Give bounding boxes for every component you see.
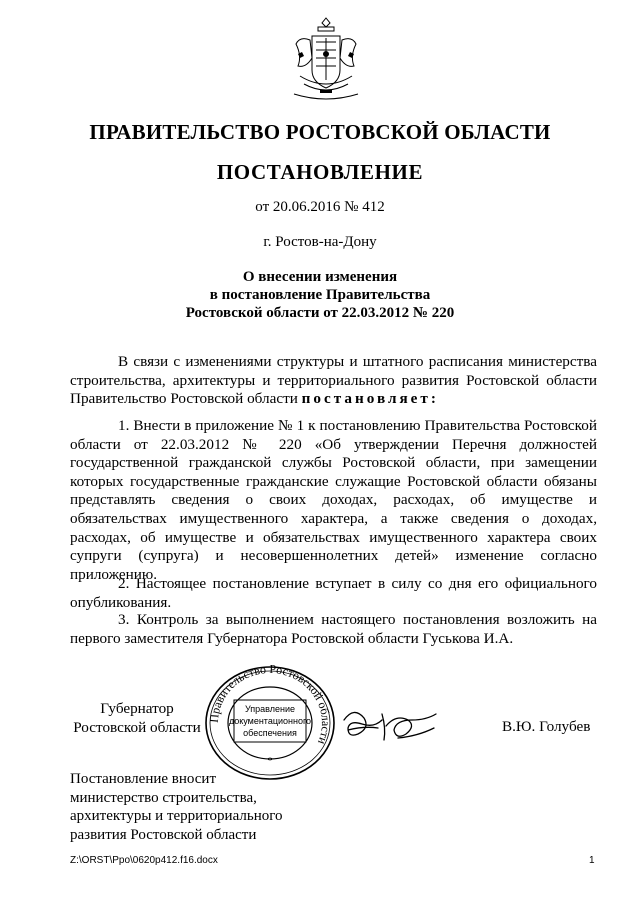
footer-file-path: Z:\ORST\Ppo\0620p412.f16.docx xyxy=(70,855,218,866)
item-1-paragraph: 1. Внести в приложение № 1 к постановлению Правительства Ростовской области от 22.03.2012 № 220 «Об утверждении Перечня должностей государственной гражданской службы Ростовской области, при замещении которых государственные гражданские служащие Ростовской области обязаны представлять сведения о своих доходах, расходах, об имуществе и обязательствах имущественного характера, а также сведения о доходах, расходах, об имуществе и обязательствах имущественного характера своих супруги (супруга) и несовершеннолетних детей» изменение согласно приложению. xyxy=(70,417,597,583)
note-line: министерство строительства, xyxy=(70,789,257,806)
signatory-title xyxy=(70,700,204,737)
subject-line: Ростовской области от 22.03.2012 № 220 xyxy=(185,305,455,321)
footer-page-number: 1 xyxy=(589,855,595,866)
item-2-paragraph: 2. Настоящее постановление вступает в силу со дня его официального опубликования. xyxy=(70,575,597,611)
document-city: г. Ростов-на-Дону xyxy=(263,234,377,250)
subject-line: в постановление Правительства xyxy=(209,287,431,303)
submission-note xyxy=(70,770,283,844)
signatory-title-line: Губернатор xyxy=(100,700,174,717)
organization-title: ПРАВИТЕЛЬСТВО РОСТОВСКОЙ ОБЛАСТИ xyxy=(89,120,551,144)
item-3-paragraph: 3. Контроль за выполнением настоящего постановления возложить на первого заместителя Губернатора Ростовской области Гуськова И.А. xyxy=(70,611,597,647)
subject-line: О внесении изменения xyxy=(242,269,398,285)
resolution-keyword: постановляет: xyxy=(301,390,439,408)
document-type-title: ПОСТАНОВЛЕНИЕ xyxy=(216,160,424,184)
seal-inner-line: Управление xyxy=(244,704,296,714)
signatory-name: В.Ю. Голубев xyxy=(502,718,591,735)
preamble-paragraph xyxy=(70,353,597,409)
preamble-text: В связи с изменениями структуры и штатного расписания министерства строительства, архитектуры и территориального развития Ростовской области Правительство Ростовской области xyxy=(70,353,597,408)
official-seal-stamp xyxy=(202,664,338,782)
coat-of-arms-emblem xyxy=(290,14,362,104)
svg-text:*: * xyxy=(267,756,273,767)
seal-outer-text: Правительство Ростовской области xyxy=(206,664,334,747)
note-line: Постановление вносит xyxy=(70,771,217,787)
seal-inner-line: документационного xyxy=(228,716,312,726)
document-subject xyxy=(0,268,640,322)
signatory-title-line: Ростовской области xyxy=(73,718,201,736)
document-date-number: от 20.06.2016 № 412 xyxy=(255,199,385,215)
note-line: развития Ростовской области xyxy=(70,826,257,843)
note-line: архитектуры и территориального xyxy=(70,808,283,825)
seal-inner-line: обеспечения xyxy=(243,728,297,738)
handwritten-signature xyxy=(338,700,450,752)
